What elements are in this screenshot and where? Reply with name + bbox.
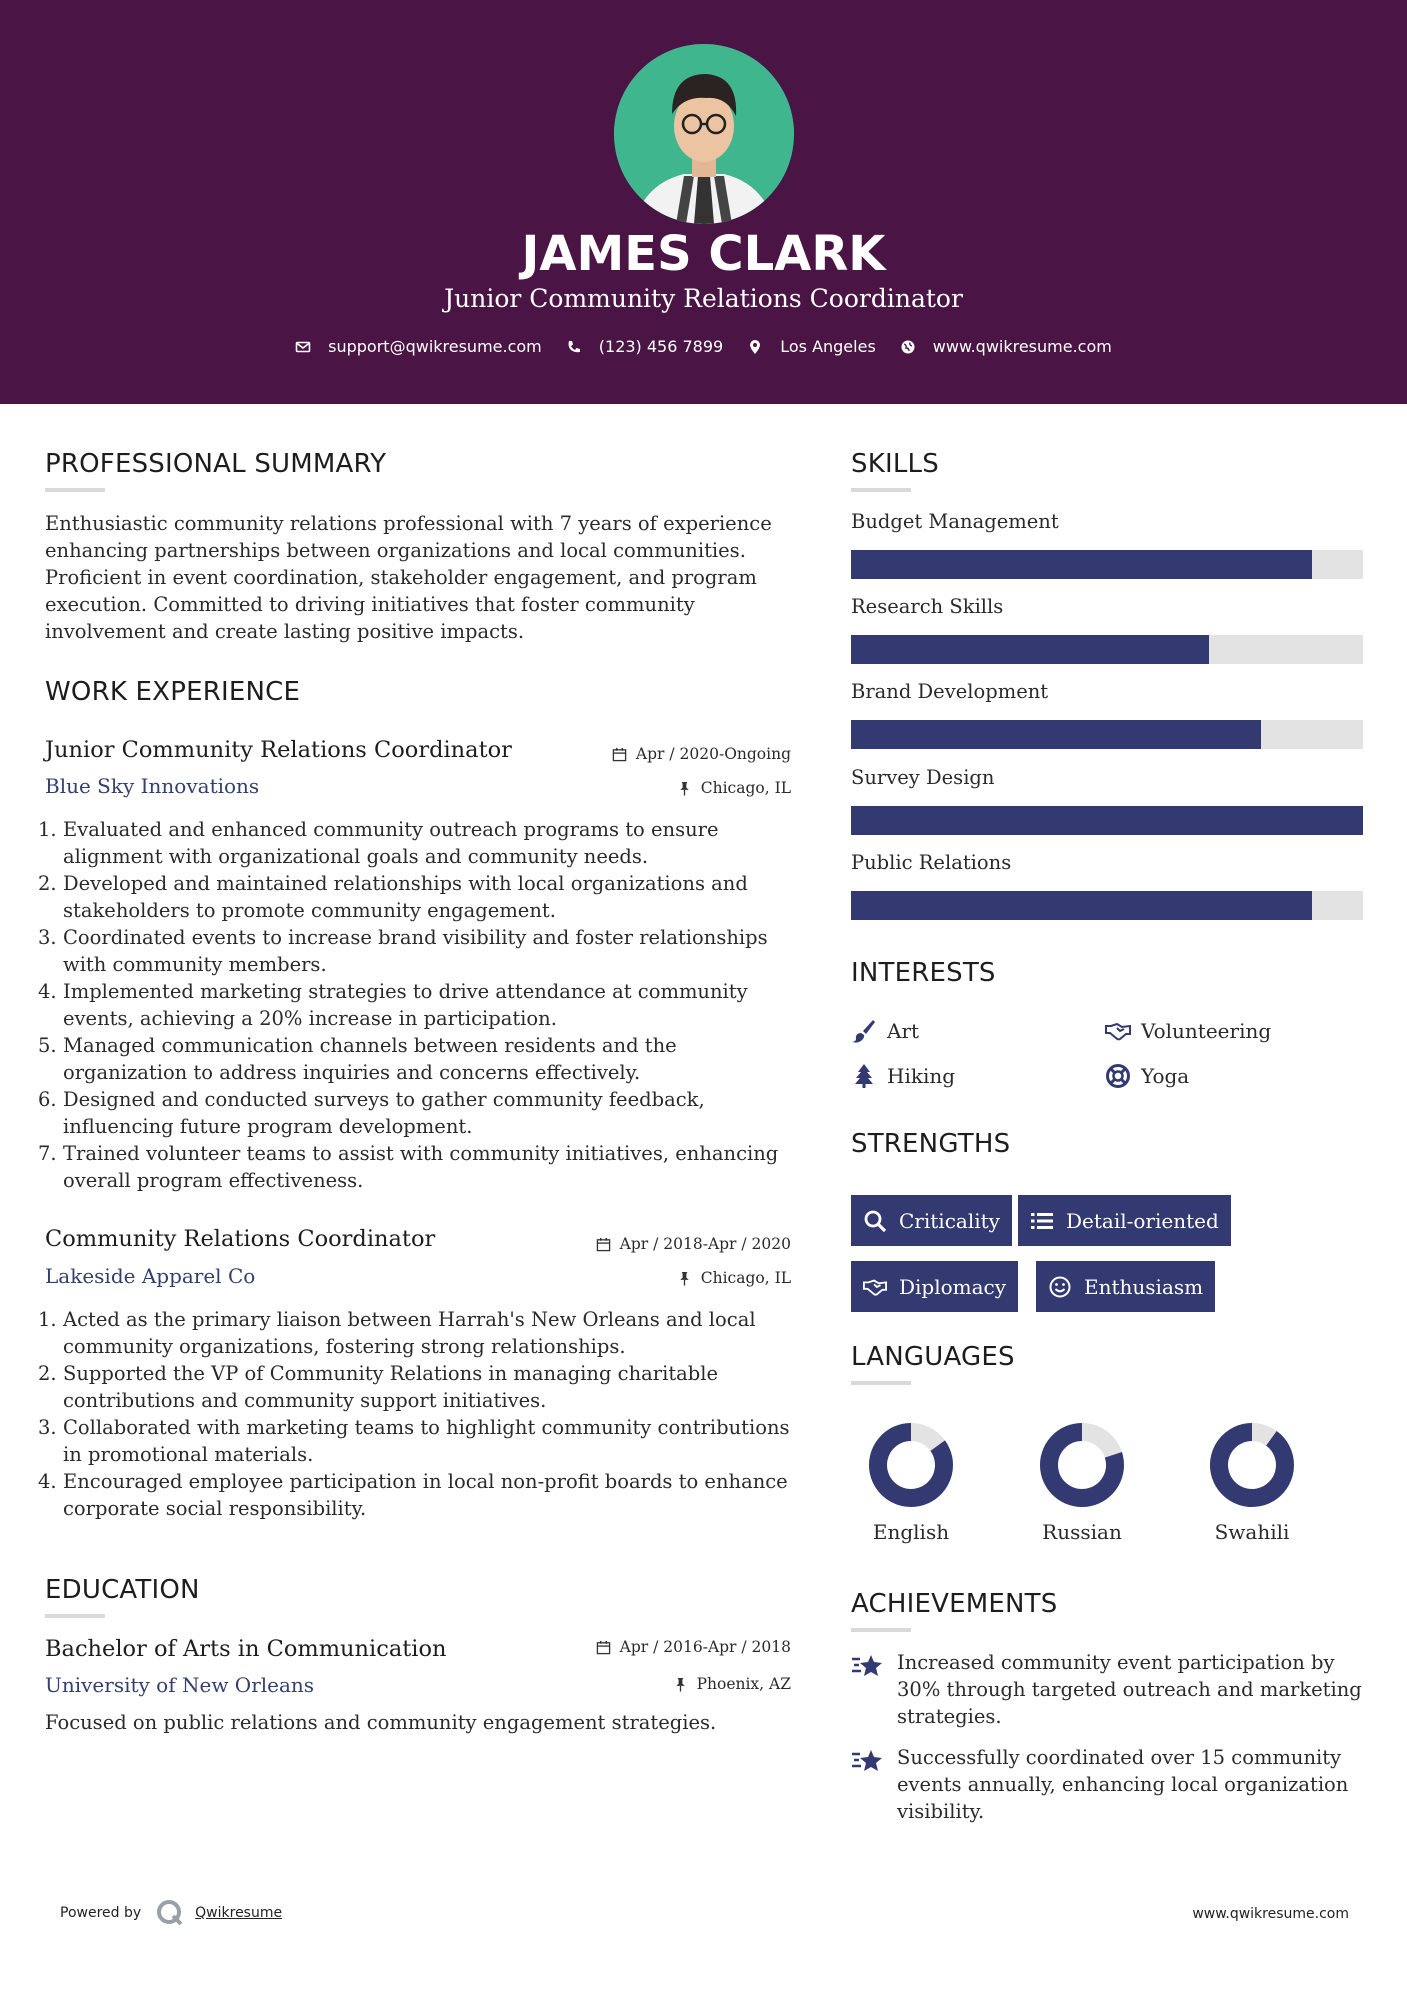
list-item: 1. Evaluated and enhanced community outreach programs to ensure alignment with organizational goals and community needs.: [38, 818, 719, 868]
pushpin-icon: [677, 781, 692, 796]
summary-heading: PROFESSIONAL SUMMARY: [45, 449, 387, 479]
company-2: Lakeside Apparel Co: [45, 1264, 256, 1288]
school-name: University of New Orleans: [45, 1673, 315, 1697]
qwikresume-link[interactable]: Qwikresume: [195, 1905, 283, 1921]
strength-diplomacy: Diplomacy: [851, 1261, 1018, 1312]
summary-rule: [45, 488, 105, 492]
job-title-1: Junior Community Relations Coordinator: [45, 737, 512, 763]
lifebuoy-icon: [1105, 1063, 1131, 1089]
company-1: Blue Sky Innovations: [45, 774, 260, 798]
skill-bar-track: [851, 806, 1363, 835]
language-label: Swahili: [1214, 1520, 1290, 1544]
smile-icon: [1048, 1275, 1072, 1299]
profile-photo: [614, 44, 794, 224]
skills-rule: [851, 488, 911, 492]
language-ring: [866, 1420, 956, 1510]
skill-label: Budget Management: [851, 510, 1059, 533]
degree-title: Bachelor of Arts in Communication: [45, 1636, 447, 1662]
phone-icon: [566, 339, 582, 355]
calendar-icon: [612, 747, 627, 762]
interests-heading: INTERESTS: [851, 958, 996, 988]
calendar-icon: [596, 1640, 611, 1655]
education-heading: EDUCATION: [45, 1575, 200, 1605]
interest-hiking: Hiking: [851, 1063, 955, 1089]
pushpin-icon: [673, 1677, 688, 1692]
email-text: support@qwikresume.com: [328, 337, 542, 356]
job-location-2: Chicago, IL: [677, 1269, 791, 1287]
skill-bar-track: [851, 635, 1363, 664]
skill-bar-fill: [851, 806, 1363, 835]
interest-yoga: Yoga: [1105, 1063, 1189, 1089]
shooting-star-icon: [851, 1746, 885, 1776]
location-text: Los Angeles: [780, 337, 876, 356]
education-location: Phoenix, AZ: [673, 1675, 791, 1693]
list-item: 4. Implemented marketing strategies to drive attendance at community events, achieving a 20% increase in participation.: [38, 980, 748, 1030]
education-rule: [45, 1614, 105, 1618]
strengths-heading: STRENGTHS: [851, 1129, 1011, 1159]
website-text: www.qwikresume.com: [932, 337, 1112, 356]
job-duties-2: [38, 1306, 798, 1522]
list-item: 7. Trained volunteer teams to assist with community initiatives, enhancing overall program effectiveness.: [38, 1142, 779, 1192]
footer-website[interactable]: www.qwikresume.com: [1192, 1906, 1349, 1922]
candidate-name: JAMES CLARK: [521, 226, 886, 282]
achievement-item: Successfully coordinated over 15 community events annually, enhancing local organization visibility.: [851, 1744, 1371, 1825]
qwikresume-logo-icon: [155, 1898, 185, 1928]
handshake-icon: [1105, 1018, 1131, 1044]
skill-bar-track: [851, 891, 1363, 920]
achievements-heading: ACHIEVEMENTS: [851, 1589, 1058, 1619]
interest-volunteering: Volunteering: [1105, 1018, 1271, 1044]
map-pin-icon: [747, 339, 763, 355]
education-description: Focused on public relations and community engagement strategies.: [45, 1711, 717, 1734]
skill-label: Brand Development: [851, 680, 1049, 703]
achievement-item: Increased community event participation by 30% through targeted outreach and marketing strategies.: [851, 1649, 1371, 1730]
skill-bar-fill: [851, 550, 1312, 579]
shooting-star-icon: [851, 1651, 885, 1681]
job-dates-1: Apr / 2020-Ongoing: [612, 745, 791, 763]
job-location-1: Chicago, IL: [677, 779, 791, 797]
skill-label: Research Skills: [851, 595, 1004, 618]
contact-bar: [0, 337, 1407, 356]
pushpin-icon: [677, 1271, 692, 1286]
languages-rule: [851, 1381, 911, 1385]
list-item: 2. Supported the VP of Community Relations in managing charitable contributions and community support initiatives.: [38, 1362, 719, 1412]
skills-heading: SKILLS: [851, 449, 939, 479]
resume-header: [0, 0, 1407, 404]
list-item: 2. Developed and maintained relationships with local organizations and stakeholders to promote community engagement.: [38, 872, 748, 922]
contact-website[interactable]: [900, 337, 1112, 356]
experience-heading: WORK EXPERIENCE: [45, 677, 301, 707]
language-ring: [1037, 1420, 1127, 1510]
language-label: Russian: [1042, 1520, 1122, 1544]
globe-icon: [900, 339, 916, 355]
search-icon: [863, 1209, 887, 1233]
list-item: 6. Designed and conducted surveys to gather community feedback, influencing future program development.: [38, 1088, 705, 1138]
list-item: 3. Collaborated with marketing teams to highlight community contributions in promotional materials.: [38, 1416, 790, 1466]
education-dates: Apr / 2016-Apr / 2018: [596, 1638, 791, 1656]
list-item: 1. Acted as the primary liaison between Harrah's New Orleans and local community organizations, fostering strong relationships.: [38, 1308, 756, 1358]
skill-label: Public Relations: [851, 851, 1012, 874]
phone-text: (123) 456 7899: [598, 337, 724, 356]
list-item: 3. Coordinated events to increase brand visibility and foster relationships with community members.: [38, 926, 768, 976]
languages-heading: LANGUAGES: [851, 1342, 1015, 1372]
skill-bar-track: [851, 550, 1363, 579]
language-ring: [1207, 1420, 1297, 1510]
list-item: 4. Encouraged employee participation in local non-profit boards to enhance corporate social responsibility.: [38, 1470, 788, 1520]
job-title-2: Community Relations Coordinator: [45, 1226, 436, 1252]
list-icon: [1030, 1209, 1054, 1233]
calendar-icon: [596, 1237, 611, 1252]
skill-label: Survey Design: [851, 766, 995, 789]
strength-detail-oriented: Detail-oriented: [1018, 1195, 1231, 1246]
language-swahili: [1192, 1420, 1312, 1544]
skill-bar-fill: [851, 635, 1209, 664]
handshake-icon: [863, 1275, 887, 1299]
tree-icon: [851, 1063, 877, 1089]
job-dates-2: Apr / 2018-Apr / 2020: [596, 1235, 791, 1253]
language-english: [851, 1420, 971, 1544]
language-label: English: [872, 1520, 950, 1544]
achievements-rule: [851, 1628, 911, 1632]
envelope-icon: [295, 339, 311, 355]
skill-bar-fill: [851, 720, 1261, 749]
contact-email[interactable]: [295, 337, 542, 356]
contact-phone[interactable]: [566, 337, 723, 356]
candidate-title: Junior Community Relations Coordinator: [444, 284, 963, 313]
paintbrush-icon: [851, 1018, 877, 1044]
strength-criticality: Criticality: [851, 1195, 1012, 1246]
summary-text: Enthusiastic community relations professional with 7 years of experience enhancing partnerships between organizations and local communities. Proficient in event coordination, stakeholder engagement, and program execution. Committed to driving initiatives that foster community involvement and create lasting positive impacts.: [45, 512, 772, 643]
strength-enthusiasm: Enthusiasm: [1036, 1261, 1215, 1312]
skill-bar-fill: [851, 891, 1312, 920]
footer-powered-by: Powered by Qwikresume: [60, 1898, 282, 1928]
skill-bar-track: [851, 720, 1363, 749]
list-item: 5. Managed communication channels between residents and the organization to address inquiries and concerns effectively.: [38, 1034, 677, 1084]
interest-art: Art: [851, 1018, 919, 1044]
job-duties-1: [38, 816, 798, 1194]
contact-location: [747, 337, 876, 356]
language-russian: [1022, 1420, 1142, 1544]
